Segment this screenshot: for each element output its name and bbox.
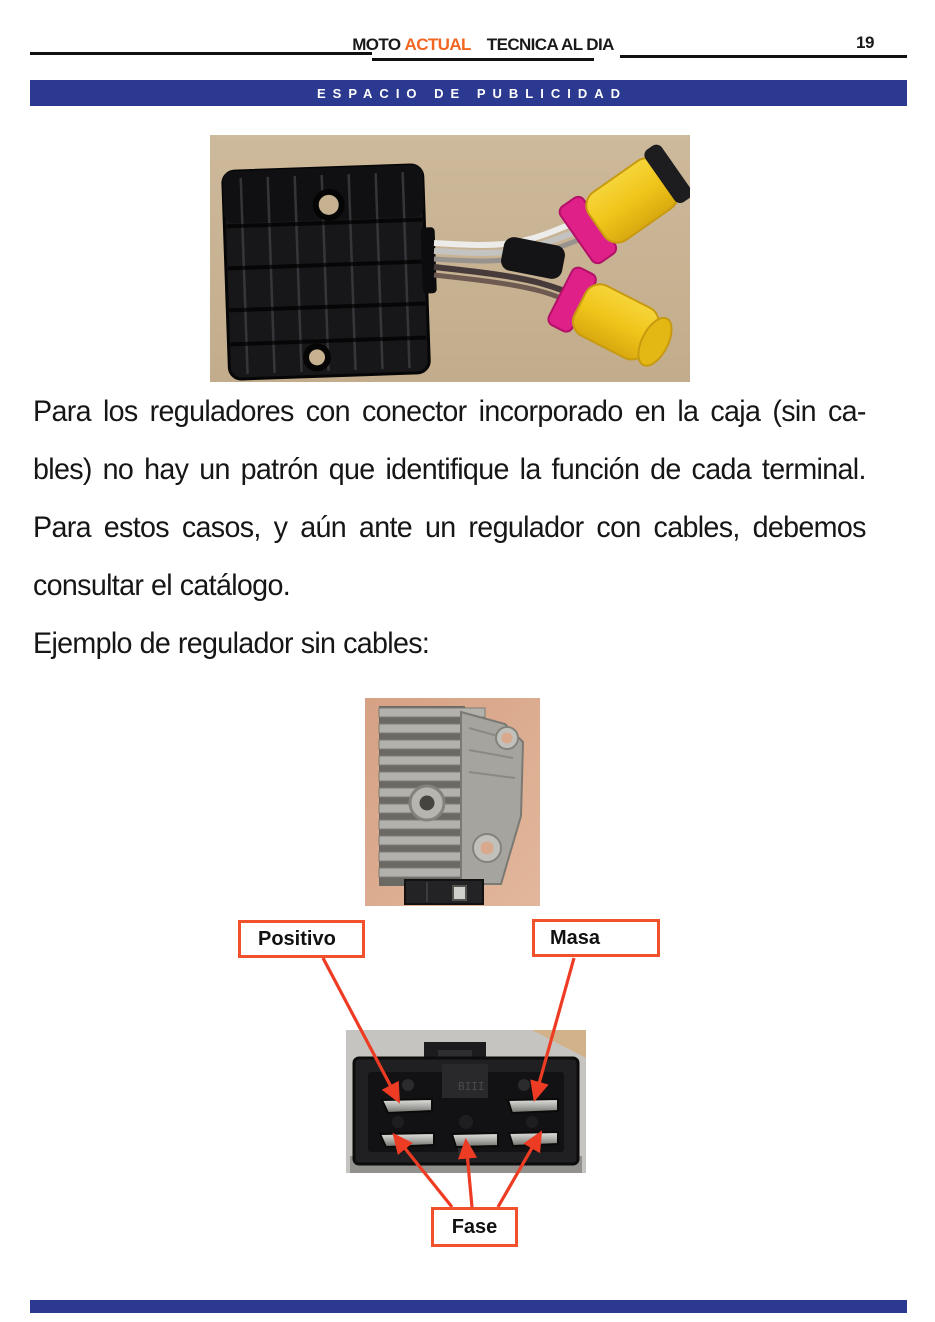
masthead: [352, 31, 614, 61]
magazine-accent: ACTUAL: [404, 34, 471, 54]
figure-regulator-with-cables: [210, 135, 690, 382]
regulator-body: [223, 164, 440, 379]
magazine-name: MOTO: [352, 34, 401, 54]
pin-top-left: [382, 1099, 432, 1113]
integrated-connector: [405, 880, 483, 904]
header-rule-left: [30, 52, 372, 55]
article-line: bles) no hay un patrón que identifique la función de cada terminal.: [33, 453, 866, 486]
article-text: [33, 383, 897, 673]
pin-bottom-right: [509, 1132, 558, 1146]
center-hole: [420, 796, 435, 811]
mount-hole-bottom: [481, 842, 494, 855]
callout-masa: Masa: [532, 919, 660, 957]
article-line: Para los reguladores con conector incorporado en la caja (sin ca-: [33, 395, 866, 428]
article-line: Ejemplo de regulador sin cables:: [33, 627, 430, 660]
section-title: TECNICA AL DIA: [486, 34, 614, 54]
mount-hole-bottom: [306, 346, 329, 369]
svg-text:BIII: BIII: [458, 1080, 485, 1093]
pin-bottom-middle: [452, 1133, 498, 1147]
pin-top-right: [508, 1099, 558, 1113]
article-line: Para estos casos, y aún ante un regulador con cables, debemos: [33, 511, 866, 544]
figure-connector-pins: [346, 1030, 586, 1173]
mount-hole-top: [502, 733, 513, 744]
footer-rule: [30, 1300, 907, 1313]
header-rule-right: [620, 55, 907, 58]
pin-bottom-left: [380, 1133, 434, 1147]
callout-fase: Fase: [431, 1207, 518, 1247]
mount-hole-top: [315, 191, 342, 218]
callout-positivo: Positivo: [238, 920, 365, 958]
article-line: consultar el catálogo.: [33, 569, 290, 602]
page-number: 19: [856, 33, 874, 52]
ad-banner: ESPACIO DE PUBLICIDAD: [30, 80, 907, 106]
figure-regulator-without-cables: [365, 698, 540, 906]
